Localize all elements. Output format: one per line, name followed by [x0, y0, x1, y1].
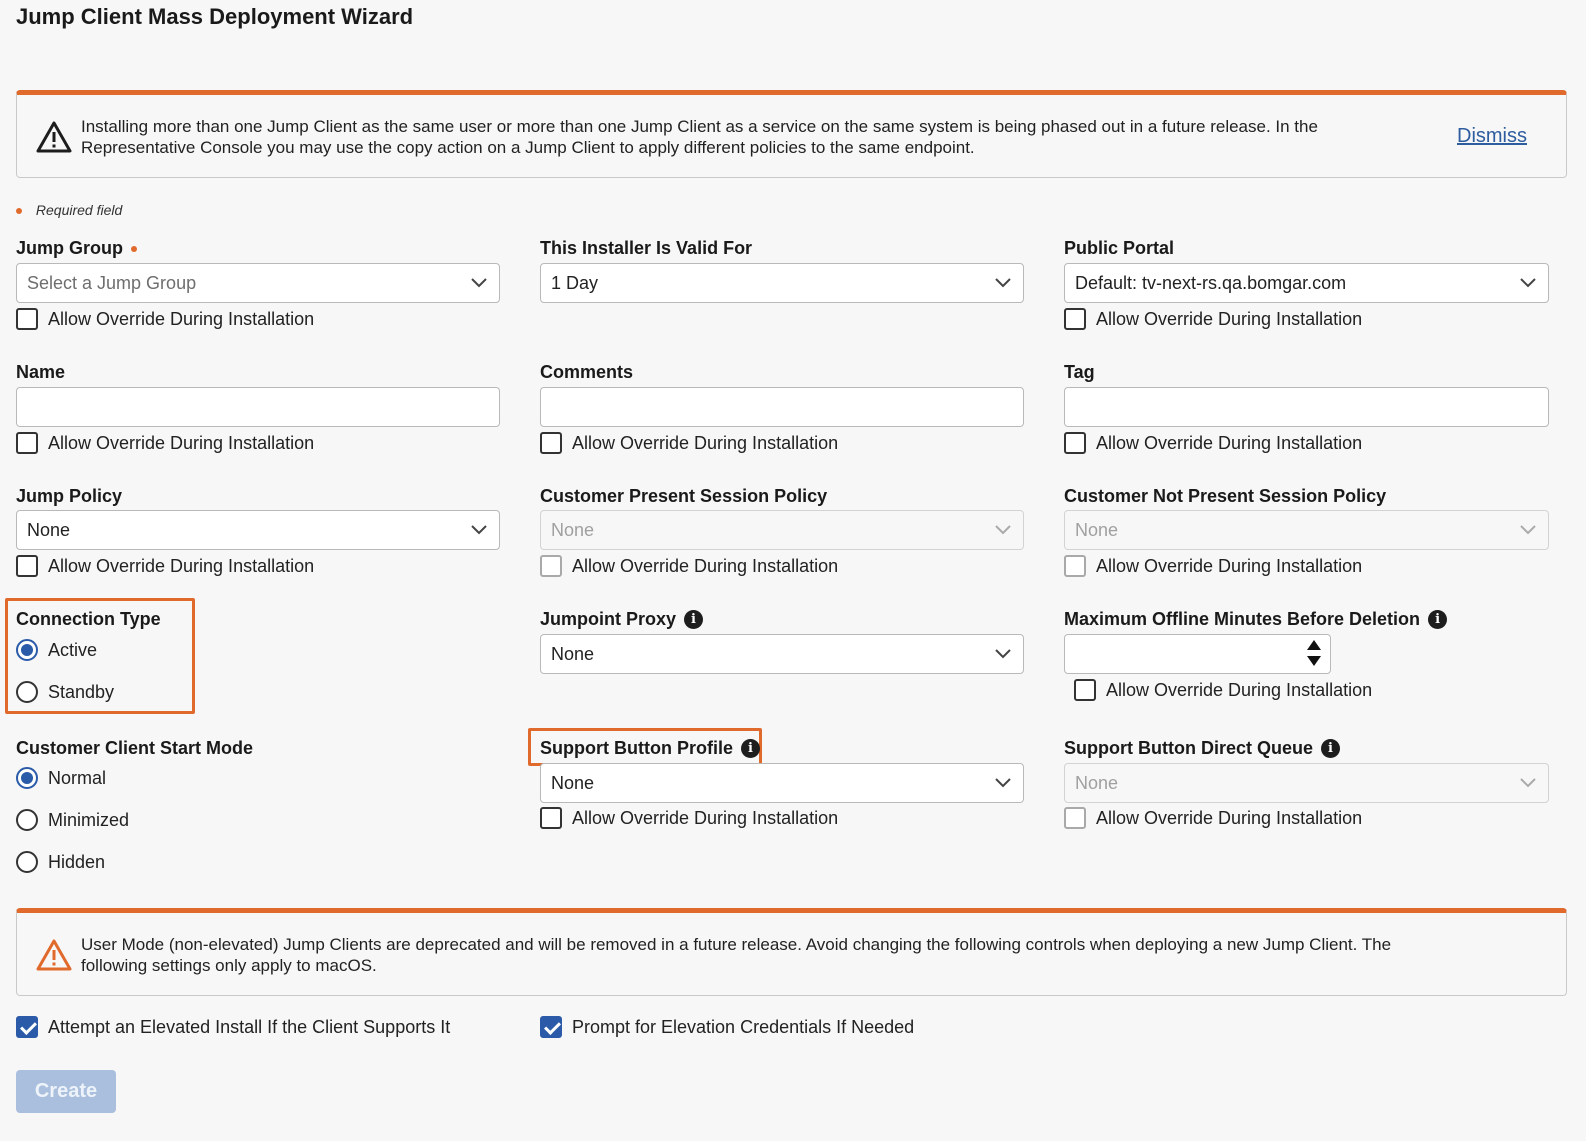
checkbox-label: Allow Override During Installation: [572, 807, 839, 828]
connection-type-label: [16, 609, 161, 630]
prompt-credentials-checkbox[interactable]: [540, 1016, 914, 1038]
required-dot-icon: [16, 208, 22, 214]
jumpoint-proxy-label: [540, 609, 703, 630]
checkbox-box[interactable]: [540, 807, 562, 829]
info-icon[interactable]: i: [1428, 610, 1447, 629]
warning-icon: [36, 939, 72, 971]
checkbox-box[interactable]: [540, 432, 562, 454]
start-mode-label: [16, 738, 253, 759]
warning-icon: [36, 121, 72, 153]
deprecation-message-line: User Mode (non-elevated) Jump Clients are deprecated and will be removed in a future release. Avoid changing the following controls when deploying a new Jump Client. The: [81, 935, 1392, 954]
max-offline-label: [1064, 609, 1447, 630]
support-button-queue-override-checkbox: [1064, 807, 1362, 829]
jump-policy-override-checkbox[interactable]: [16, 555, 314, 577]
checkbox-box[interactable]: [1064, 308, 1086, 330]
checkbox-label: Allow Override During Installation: [1096, 432, 1363, 453]
warning-message: [81, 116, 1318, 158]
checkbox-box[interactable]: [16, 432, 38, 454]
chevron-down-icon: [995, 776, 1011, 790]
connection-type-active-radio[interactable]: [16, 639, 97, 661]
chevron-down-icon: [471, 276, 487, 290]
checkbox-label: Prompt for Elevation Credentials If Needed: [572, 1016, 915, 1037]
customer-not-present-policy-select: [1064, 510, 1549, 550]
start-mode-label-text: Customer Client Start Mode: [16, 738, 254, 758]
checkbox-label: Allow Override During Installation: [48, 555, 315, 576]
customer-not-present-policy-override-checkbox: [1064, 555, 1362, 577]
chevron-down-icon: [1520, 276, 1536, 290]
jumpoint-proxy-value: None: [551, 643, 595, 664]
jump-policy-select[interactable]: [16, 510, 500, 550]
customer-present-policy-value: None: [551, 519, 595, 540]
support-button-profile-override-checkbox[interactable]: [540, 807, 838, 829]
checkbox-box: [540, 555, 562, 577]
chevron-down-icon: [995, 647, 1011, 661]
checkbox-label: Allow Override During Installation: [48, 308, 315, 329]
radio-dot[interactable]: [16, 767, 38, 789]
checkbox-label: Allow Override During Installation: [1096, 555, 1363, 576]
jump-policy-value: None: [27, 519, 71, 540]
customer-not-present-policy-label: [1064, 486, 1386, 507]
checkbox-label: Allow Override During Installation: [1096, 308, 1363, 329]
jump-group-override-checkbox[interactable]: [16, 308, 314, 330]
required-field-note: [16, 202, 122, 218]
comments-label: [540, 362, 633, 383]
checkbox-box[interactable]: [540, 1016, 562, 1038]
start-mode-hidden-radio[interactable]: [16, 851, 105, 873]
public-portal-label: [1064, 238, 1174, 259]
valid-for-value: 1 Day: [551, 272, 599, 293]
required-note-text: Required field: [35, 202, 123, 218]
tag-label-text: Tag: [1064, 362, 1095, 382]
radio-label: Normal: [48, 767, 107, 788]
start-mode-normal-radio[interactable]: [16, 767, 106, 789]
deprecation-banner: [16, 908, 1567, 996]
customer-present-policy-select: [540, 510, 1024, 550]
jump-group-placeholder: Select a Jump Group: [27, 272, 197, 293]
public-portal-value: Default: tv-next-rs.qa.bomgar.com: [1075, 272, 1347, 293]
support-button-profile-value: None: [551, 772, 595, 793]
support-button-queue-select: [1064, 763, 1549, 803]
info-icon[interactable]: i: [1321, 739, 1340, 758]
max-offline-label-text: Maximum Offline Minutes Before Deletion: [1064, 609, 1421, 629]
radio-label: Minimized: [48, 809, 130, 830]
number-stepper[interactable]: [1306, 639, 1322, 667]
spinner-up-icon[interactable]: [1306, 639, 1322, 651]
support-button-queue-value: None: [1075, 772, 1119, 793]
deprecation-message: [81, 934, 1391, 976]
page-title: Jump Client Mass Deployment Wizard: [16, 4, 414, 29]
public-portal-override-checkbox[interactable]: [1064, 308, 1362, 330]
radio-dot[interactable]: [16, 851, 38, 873]
max-offline-input[interactable]: [1064, 634, 1331, 674]
valid-for-label-text: This Installer Is Valid For: [540, 238, 753, 258]
support-button-profile-select[interactable]: [540, 763, 1024, 803]
info-icon[interactable]: i: [741, 739, 760, 758]
warning-banner: [16, 90, 1567, 178]
customer-present-policy-label-text: Customer Present Session Policy: [540, 486, 828, 506]
checkbox-box[interactable]: [16, 308, 38, 330]
support-button-profile-label-text: Support Button Profile: [540, 738, 733, 758]
radio-dot[interactable]: [16, 809, 38, 831]
name-override-checkbox[interactable]: [16, 432, 314, 454]
jump-group-label: [16, 238, 137, 259]
required-dot-icon: [131, 246, 137, 252]
valid-for-select[interactable]: [540, 263, 1024, 303]
dismiss-link[interactable]: Dismiss: [1457, 125, 1527, 147]
checkbox-label: Allow Override During Installation: [572, 555, 839, 576]
chevron-down-icon: [995, 276, 1011, 290]
checkbox-box[interactable]: [16, 1016, 38, 1038]
chevron-down-icon: [1520, 776, 1536, 790]
valid-for-label: [540, 238, 752, 259]
comments-input[interactable]: [540, 387, 1024, 427]
checkbox-label: Attempt an Elevated Install If the Client Supports It: [48, 1016, 451, 1037]
tag-label: [1064, 362, 1095, 383]
tag-input[interactable]: [1064, 387, 1549, 427]
checkbox-label: Allow Override During Installation: [1096, 807, 1363, 828]
jump-policy-label-text: Jump Policy: [16, 486, 123, 506]
checkbox-label: Allow Override During Installation: [572, 432, 839, 453]
checkbox-box: [1064, 555, 1086, 577]
jumpoint-proxy-label-text: Jumpoint Proxy: [540, 609, 677, 629]
name-label-text: Name: [16, 362, 66, 382]
chevron-down-icon: [471, 523, 487, 537]
checkbox-box[interactable]: [1064, 432, 1086, 454]
checkbox-box[interactable]: [1074, 679, 1096, 701]
public-portal-select[interactable]: [1064, 263, 1549, 303]
jumpoint-proxy-select[interactable]: [540, 634, 1024, 674]
chevron-down-icon: [995, 523, 1011, 537]
support-button-queue-label-text: Support Button Direct Queue: [1064, 738, 1313, 758]
warning-message-line: Installing more than one Jump Client as the same user or more than one Jump Client as a service on the same system is being phased out in a future release. In the: [81, 117, 1318, 136]
connection-type-label-text: Connection Type: [16, 609, 161, 629]
chevron-down-icon: [1520, 523, 1536, 537]
public-portal-label-text: Public Portal: [1064, 238, 1175, 258]
radio-label: Active: [48, 639, 98, 660]
customer-not-present-policy-value: None: [1075, 519, 1119, 540]
max-offline-override-checkbox[interactable]: [1074, 679, 1372, 701]
comments-override-checkbox[interactable]: [540, 432, 838, 454]
jump-group-select[interactable]: [16, 263, 500, 303]
radio-label: Standby: [48, 681, 115, 702]
name-label: [16, 362, 65, 383]
elevated-install-checkbox[interactable]: [16, 1016, 450, 1038]
jump-group-label-text: Jump Group: [16, 238, 123, 258]
checkbox-box: [1064, 807, 1086, 829]
radio-dot[interactable]: [16, 639, 38, 661]
checkbox-label: Allow Override During Installation: [48, 432, 315, 453]
tag-override-checkbox[interactable]: [1064, 432, 1362, 454]
customer-present-policy-label: [540, 486, 827, 507]
comments-label-text: Comments: [540, 362, 634, 382]
warning-message-line: Representative Console you may use the copy action on a Jump Client to apply different policies to the same endpoint.: [81, 138, 975, 157]
radio-label: Hidden: [48, 851, 106, 872]
connection-type-standby-radio[interactable]: [16, 681, 114, 703]
create-button[interactable]: Create: [16, 1070, 116, 1113]
radio-dot[interactable]: [16, 681, 38, 703]
jump-policy-label: [16, 486, 122, 507]
deprecation-message-line: following settings only apply to macOS.: [81, 956, 377, 975]
support-button-profile-label: [540, 738, 760, 759]
info-icon[interactable]: i: [684, 610, 703, 629]
spinner-down-icon[interactable]: [1306, 655, 1322, 667]
start-mode-minimized-radio[interactable]: [16, 809, 129, 831]
support-button-queue-label: [1064, 738, 1340, 759]
customer-present-policy-override-checkbox: [540, 555, 838, 577]
name-input[interactable]: [16, 387, 500, 427]
customer-not-present-policy-label-text: Customer Not Present Session Policy: [1064, 486, 1387, 506]
checkbox-label: Allow Override During Installation: [1106, 679, 1373, 700]
checkbox-box[interactable]: [16, 555, 38, 577]
